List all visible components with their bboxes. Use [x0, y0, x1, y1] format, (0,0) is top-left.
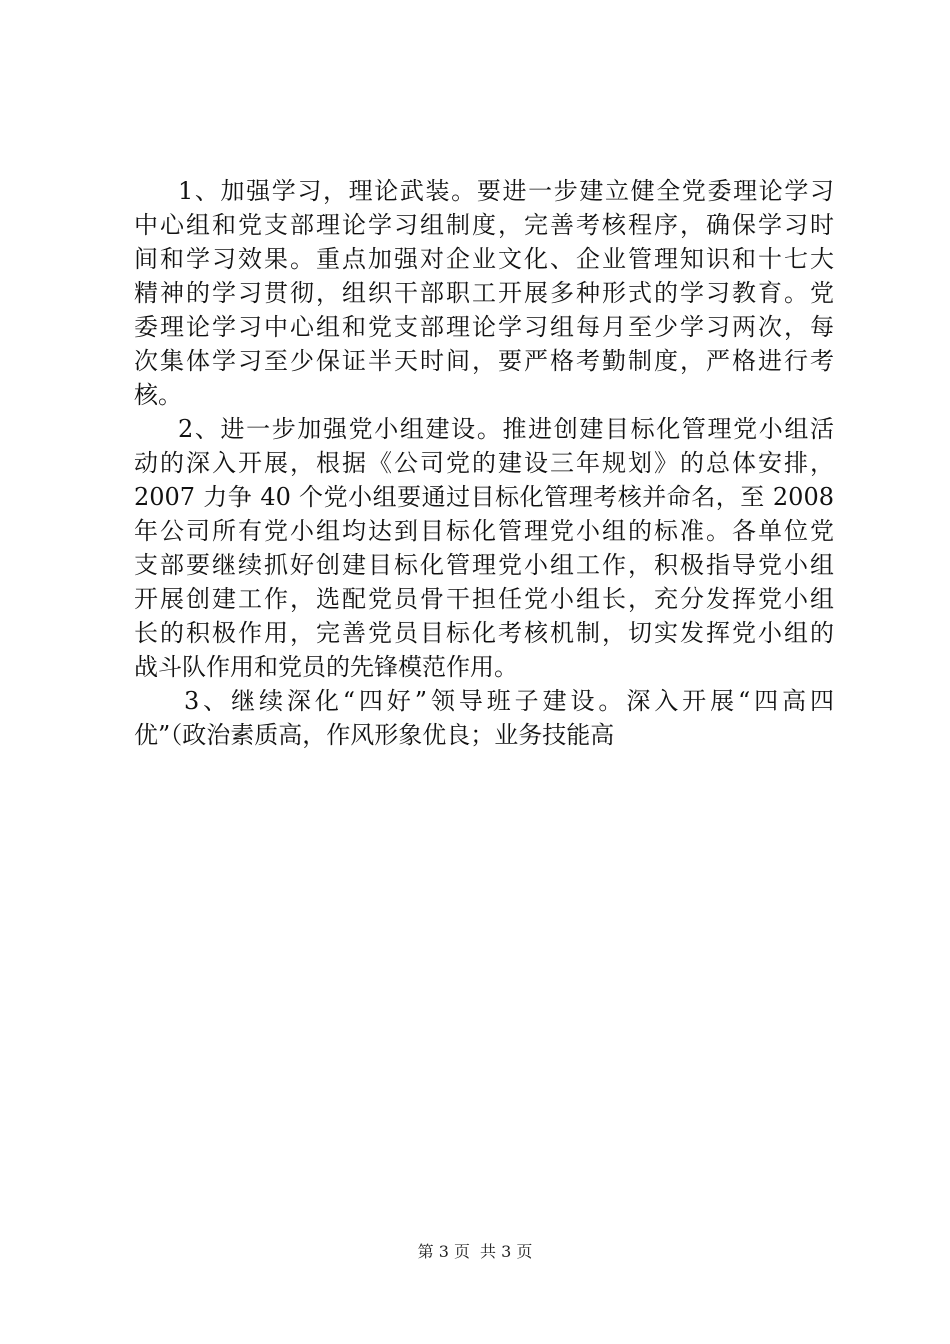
- paragraph-2-line-1: 2、进一步加强党小组建设。推进创建目标化管理党小组活: [178, 415, 834, 443]
- paragraph-3-line-2: 优”（政治素质高，作风形象优良；业务技能高: [134, 721, 615, 749]
- paragraph-1-line-3: 间和学习效果。重点加强对企业文化、企业管理知识和十七大: [134, 245, 834, 273]
- page-number: 第 3 页: [417, 1242, 470, 1261]
- page-total: 共 3 页: [480, 1242, 533, 1261]
- paragraph-2-line-7: 长的积极作用，完善党员目标化考核机制，切实发挥党小组的: [134, 619, 834, 647]
- paragraph-1-line-5: 委理论学习中心组和党支部理论学习组每月至少学习两次，每: [134, 313, 834, 341]
- paragraph-2-line-3: 2007 力争 40 个党小组要通过目标化管理考核并命名，至 2008: [134, 483, 834, 511]
- paragraph-2-line-5: 支部要继续抓好创建目标化管理党小组工作，积极指导党小组: [134, 551, 834, 579]
- paragraph-2-line-8: 战斗队作用和党员的先锋模范作用。: [134, 653, 518, 681]
- paragraph-1-line-4: 精神的学习贯彻，组织干部职工开展多种形式的学习教育。党: [134, 279, 834, 307]
- paragraph-2-line-4: 年公司所有党小组均达到目标化管理党小组的标准。各单位党: [134, 517, 834, 545]
- paragraph-2-line-2: 动的深入开展，根据《公司党的建设三年规划》的总体安排，: [134, 449, 834, 477]
- paragraph-1-line-2: 中心组和党支部理论学习组制度，完善考核程序，确保学习时: [134, 211, 834, 239]
- paragraph-1-line-1: 1、加强学习，理论武装。要进一步建立健全党委理论学习: [178, 177, 834, 205]
- paragraph-1-line-6: 次集体学习至少保证半天时间，要严格考勤制度，严格进行考: [134, 347, 834, 375]
- paragraph-1-line-7: 核。: [134, 381, 182, 409]
- paragraph-2-line-6: 开展创建工作，选配党员骨干担任党小组长，充分发挥党小组: [134, 585, 834, 613]
- page-footer: [0, 1242, 950, 1262]
- document-body: [134, 174, 834, 752]
- paragraph-3-line-1: 3、继续深化“四好”领导班子建设。深入开展“四高四: [184, 687, 834, 715]
